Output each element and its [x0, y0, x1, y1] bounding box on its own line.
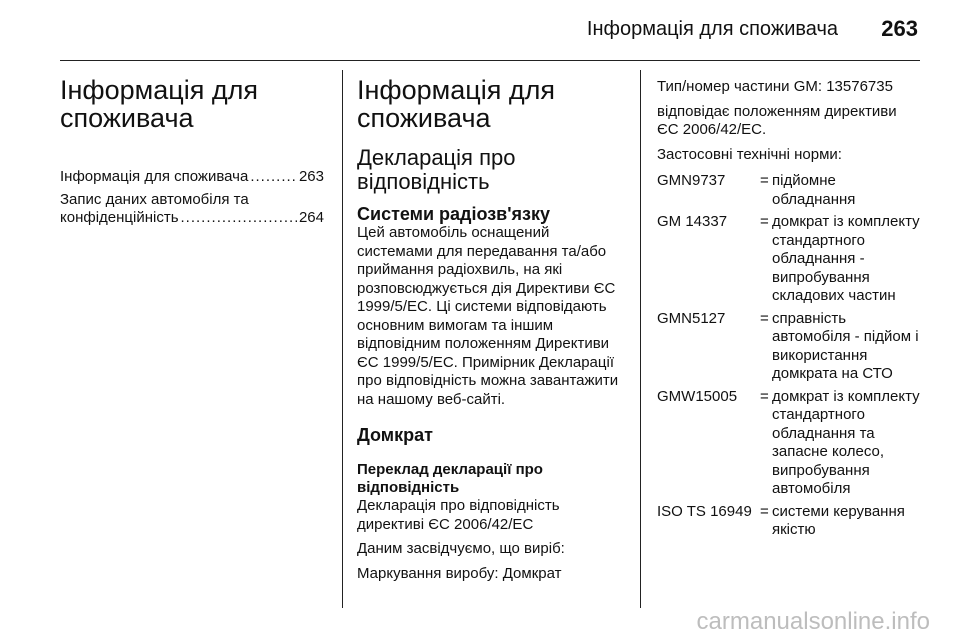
column-left [60, 70, 324, 228]
paragraph: Тип/номер частини GM: 13576735 [657, 78, 893, 95]
section-title: Інформація для споживача [357, 75, 555, 133]
norm-description: системи керування якістю [772, 502, 905, 538]
column-middle [357, 70, 625, 583]
section-heading: Системи радіозв'язку [357, 204, 550, 224]
page-header [60, 0, 920, 61]
column-right [657, 70, 922, 544]
toc-entry-text: Інформація для споживача [60, 168, 249, 185]
toc-entry-text: конфіденційність [60, 209, 179, 226]
norm-equals: = [760, 387, 769, 405]
section-heading: Домкрат [357, 425, 433, 445]
toc-entry-page: 264 [298, 209, 324, 226]
norm-code: GMN5127 [657, 309, 726, 327]
toc-entry-page: 263 [298, 168, 324, 185]
norm-equals: = [760, 213, 769, 230]
table-row [657, 213, 922, 310]
toc-entry[interactable] [60, 191, 324, 228]
header-title: Інформація для споживача [586, 18, 838, 40]
subsection-title: Декларація про відповідність [357, 145, 516, 194]
toc-entry[interactable] [60, 168, 324, 187]
table-of-contents [60, 168, 324, 228]
norm-description: домкрат із комплекту стандартного обладнання та запасне колесо, випробування автомобіля [772, 387, 920, 497]
page-number: 263 [881, 16, 918, 41]
column-divider [640, 70, 641, 608]
toc-leader-dots [250, 168, 297, 187]
norm-description: домкрат із комплекту стандартного обладнання - випробування складових частин [772, 213, 920, 304]
paragraph: Цей автомобіль оснащений системами для передавання та/або приймання радіохвиль, на які розповсюджується дія Директиви ЄС 1999/5/ЕС. Ці системи відповідають основним вимогам та іншим відповідним положенням Директиви ЄС 1999/5/ЕС. Примірник Декларації про відповідність можна завантажити на нашому веб-сайті. [357, 224, 619, 408]
norm-code: GM 14337 [657, 213, 728, 230]
table-row [657, 503, 922, 544]
norm-description: справність автомобіля - підйом і використання домкрата на СТО [772, 309, 919, 382]
toc-entry-text-line1: Запис даних автомобіля та [60, 190, 249, 208]
paragraph: Застосовні технічні норми: [657, 145, 842, 163]
paragraph: Даним засвідчуємо, що виріб: [357, 540, 565, 557]
norm-equals: = [760, 172, 769, 189]
paragraph: відповідає положенням директиви ЄС 2006/42/ЕС. [657, 102, 897, 138]
column-divider [342, 70, 343, 608]
table-row [657, 310, 922, 388]
watermark: carmanualsonline.info [696, 608, 930, 635]
chapter-title: Інформація для споживача [60, 75, 258, 133]
norm-code: ISO TS 16949 [657, 502, 752, 520]
norm-code: GMN9737 [657, 172, 726, 189]
paragraph: Маркування виробу: Домкрат [357, 564, 562, 582]
norm-equals: = [760, 502, 769, 520]
toc-leader-dots [181, 209, 297, 228]
norm-code: GMW15005 [657, 387, 738, 405]
norm-description: підйомне обладнання [772, 172, 856, 208]
norms-table [657, 172, 922, 544]
norm-equals: = [760, 309, 769, 327]
paragraph: Декларація про відповідність директиві ЄС 2006/42/ЕС [357, 497, 560, 533]
table-row [657, 388, 922, 503]
table-row [657, 172, 922, 213]
subsection-heading: Переклад декларації про відповідність [357, 461, 543, 496]
